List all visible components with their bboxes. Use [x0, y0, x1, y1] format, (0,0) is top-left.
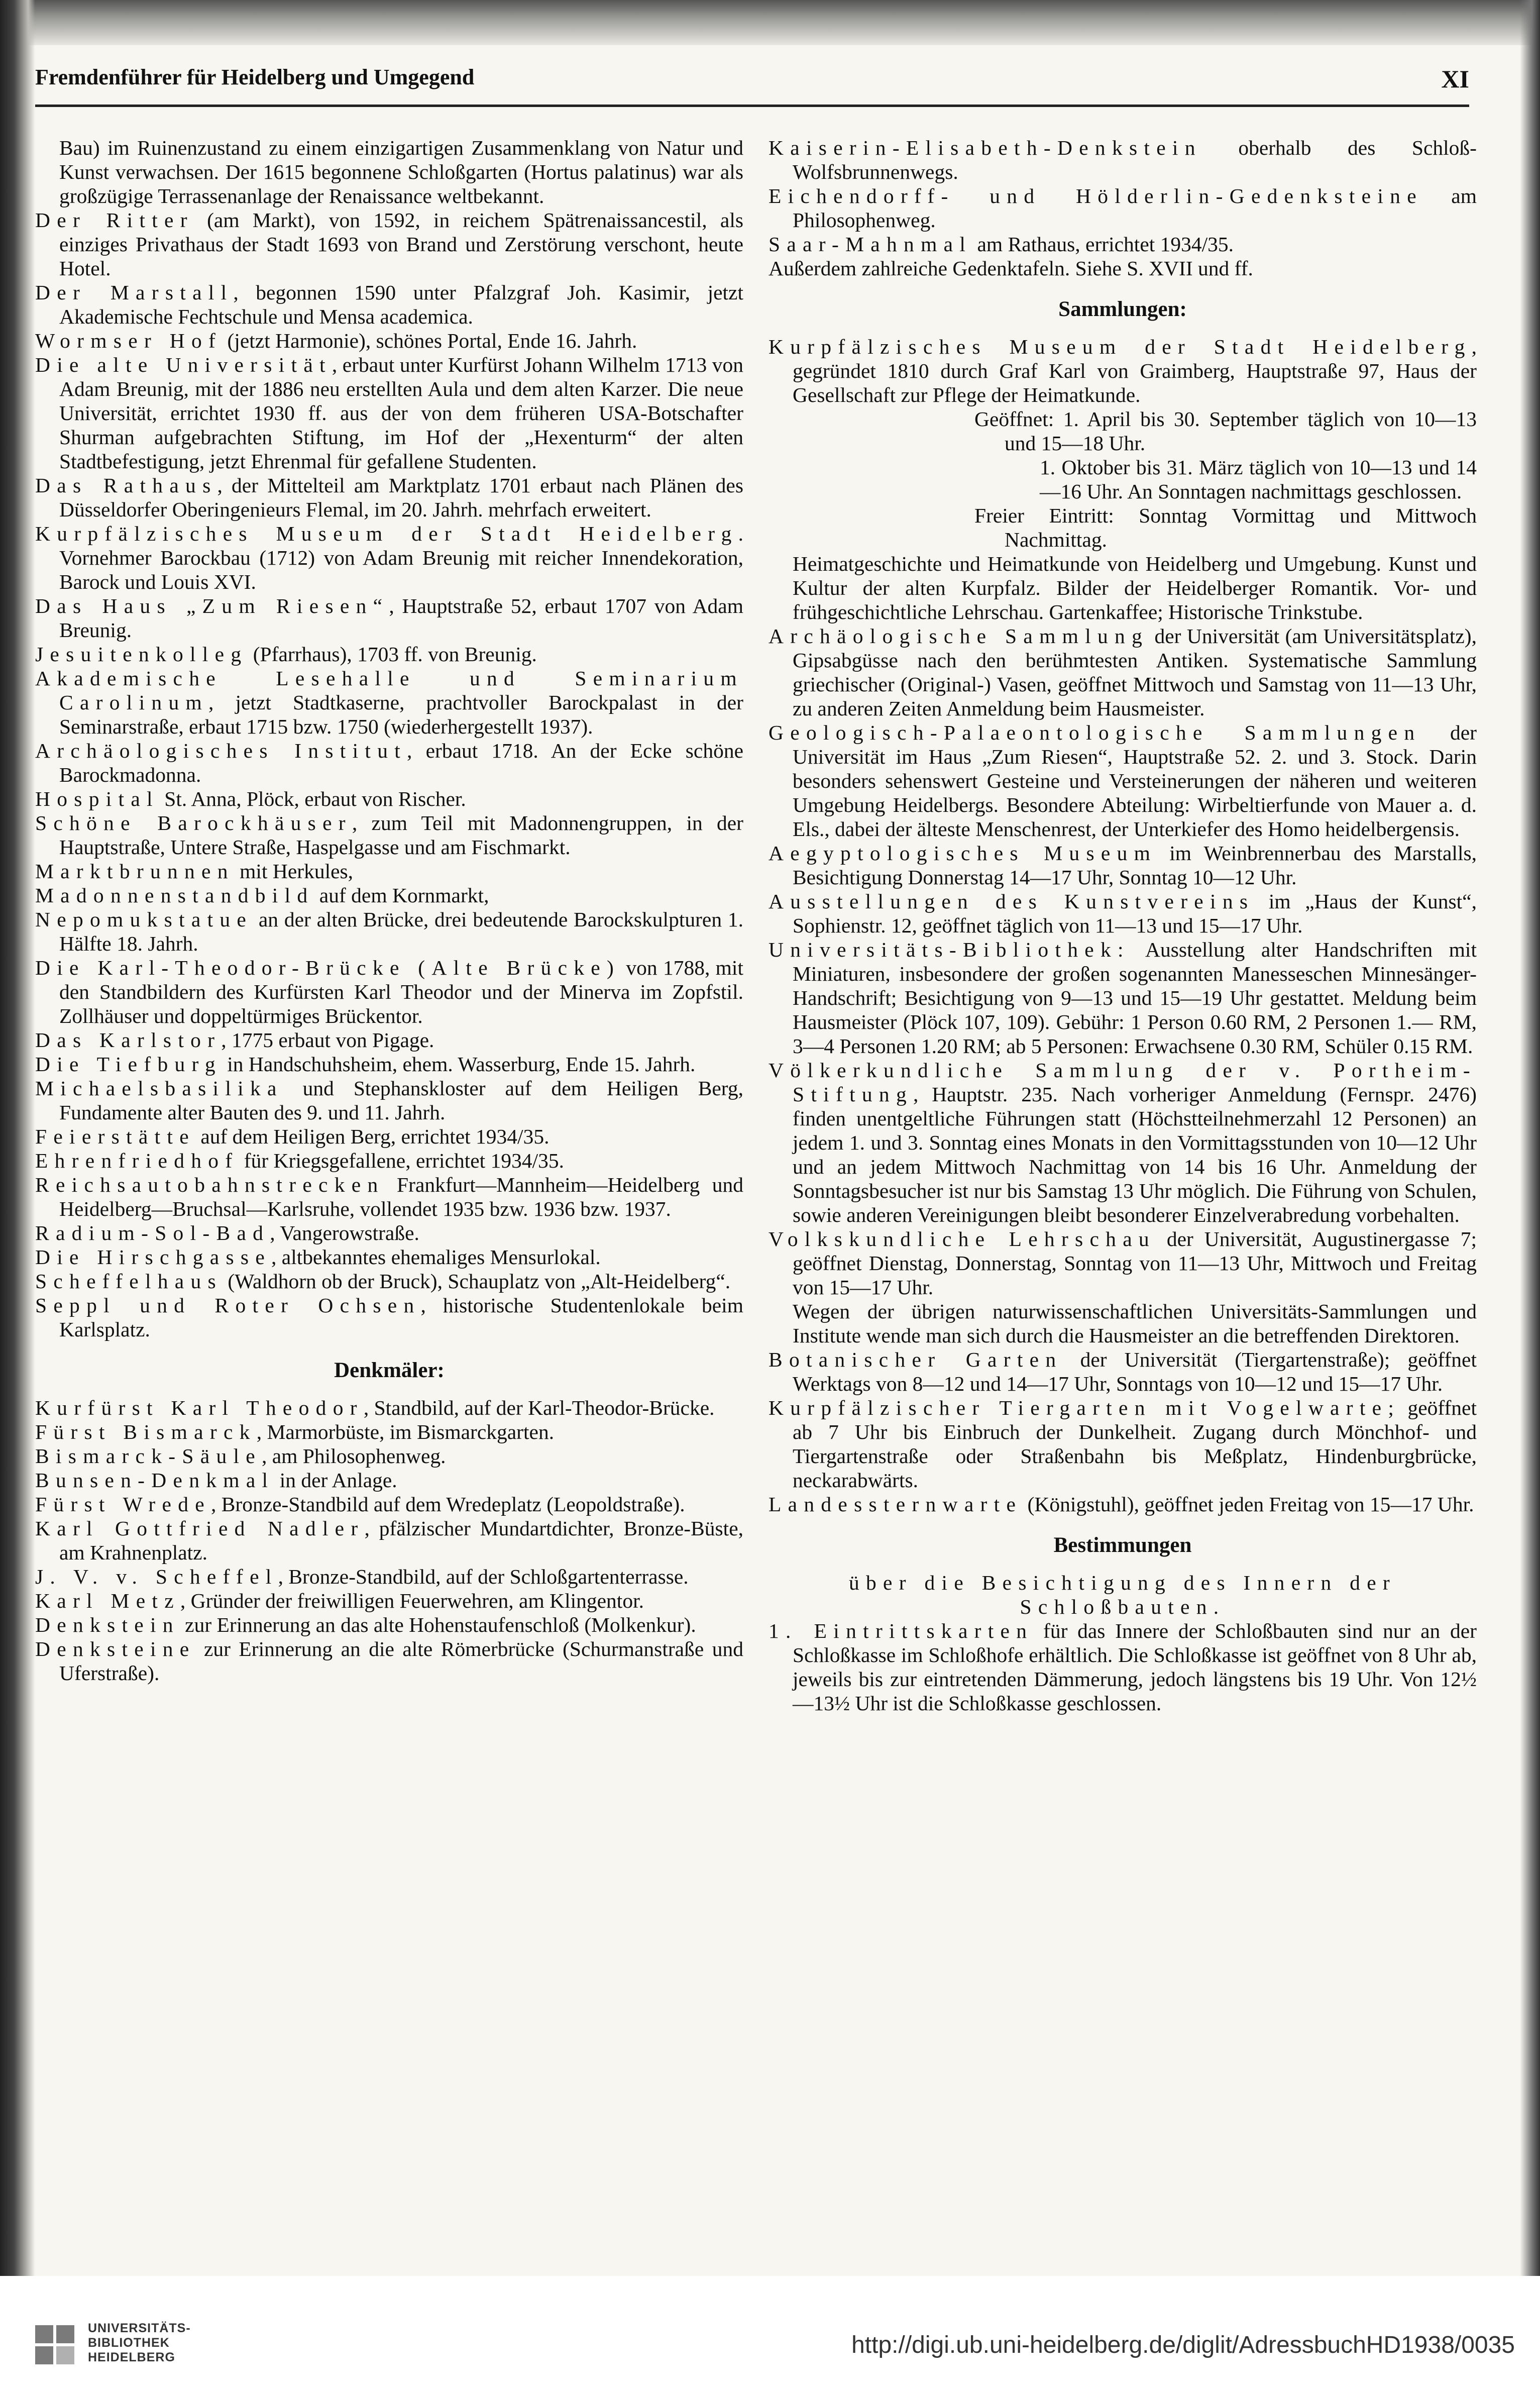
entry: [35, 1468, 743, 1492]
entry: [35, 473, 743, 522]
entry-lead: Kaiserin-Elisabeth-Denkstein: [768, 136, 1202, 159]
entry: [35, 329, 743, 353]
entry-lead: Bismarck-Säule: [35, 1444, 262, 1468]
paragraph: Heimatgeschichte und Heimatkunde von Heidelberg und Umgebung. Kunst und Kultur der alten Kurpfalz. Bilder der Heidelberger Romantik. Vor- und frühgeschichtliche Lehrschau. Gartenkaffee; Historische Trinkstube.: [793, 552, 1477, 623]
entry-lead: Aegyptologisches Museum: [768, 842, 1157, 865]
entry: [768, 720, 1477, 841]
entry: [768, 232, 1477, 256]
entry-text: , altbekanntes ehemaliges Mensurlokal.: [271, 1245, 601, 1269]
entry: [35, 1076, 743, 1124]
entry-lead: Seppl und Roter Ochsen: [35, 1294, 421, 1317]
opening-hours: Geöffnet: 1. April bis 30. September täglich von 10—13 und 15—18 Uhr.: [974, 407, 1477, 455]
entry: [35, 666, 743, 739]
entry-text: , begonnen 1590 unter Pfalzgraf Joh. Kasimir, jetzt Akademische Fechtschule und Mensa academica.: [59, 281, 744, 328]
entry-lead: Geologisch-Palaeontologische Sammlungen: [768, 721, 1421, 744]
entry-text: auf dem Kornmarkt,: [314, 884, 489, 907]
entry-lead: Reichsautobahnstrecken: [35, 1173, 385, 1196]
entry: [768, 136, 1477, 184]
entry: [35, 1492, 743, 1516]
library-name: [88, 2321, 191, 2365]
scan-edge-right: [1520, 0, 1540, 2276]
entry: [768, 938, 1477, 1058]
entry: [35, 1124, 743, 1149]
entry-text: (jetzt Harmonie), schönes Portal, Ende 16. Jahrh.: [222, 329, 637, 352]
entry-text: , 1775 erbaut von Pigage.: [221, 1028, 434, 1052]
entry-text: , Vangerowstraße.: [270, 1221, 419, 1244]
entry: [768, 1347, 1477, 1396]
entry: [35, 1565, 743, 1589]
entry-lead: Kurpfälzischer Tiergarten mit Vogelwarte;: [768, 1396, 1401, 1419]
entry-text: mit Herkules,: [234, 860, 354, 883]
entry-text: oberhalb des Schloß-Wolfsbrunnenwegs.: [793, 136, 1477, 183]
section-heading: Denkmäler:: [334, 1359, 445, 1382]
entry-lead: Der Ritter: [35, 209, 194, 232]
entry: [35, 522, 743, 594]
section-heading: Bestimmungen: [1053, 1533, 1192, 1557]
entry-text: (Pfarrhaus), 1703 ff. von Breunig.: [248, 643, 537, 666]
entry: [35, 907, 743, 956]
section-subheading: über die Besichtigung des Innern der Schloßbauten.: [848, 1571, 1397, 1618]
entry-text: , erbaut 1718. An der Ecke schöne Barockmadonna.: [59, 739, 743, 786]
entry-lead: Archäologisches Institut: [35, 739, 407, 762]
entry: [768, 841, 1477, 889]
entry-text: (am Markt), von 1592, in reichem Spätrenaissancestil, als einziges Privathaus der Stadt 1693 von Brand und Zerstörung verschont, heute Hotel.: [59, 209, 743, 280]
entry: [35, 1420, 743, 1444]
entry-text: auf dem Heiligen Berg, errichtet 1934/35.: [195, 1125, 549, 1148]
entry-text: im Weinbrennerbau des Marstalls, Besichtigung Donnerstag 14—17 Uhr, Sonntag 10—12 Uhr.: [793, 842, 1477, 889]
entry-text: , Standbild, auf der Karl-Theodor-Brücke.: [363, 1396, 715, 1419]
entry-lead: Das Rathaus: [35, 474, 217, 497]
entry-text: der Universität, Augustinergasse 7; geöffnet Dienstag, Donnerstag, Sonntag von 11—13 Uhr, Mittwoch und Freitag von 15—17 Uhr.: [793, 1227, 1477, 1299]
entry: [35, 859, 743, 883]
scan-edge-top: [0, 0, 1540, 45]
entry: [35, 594, 743, 642]
entry: [35, 883, 743, 907]
entry: [35, 1293, 743, 1341]
entry-lead: Das Karlstor: [35, 1028, 222, 1052]
entry: [768, 335, 1477, 407]
right-column: [768, 136, 1477, 1715]
scan-edge-left: [0, 0, 35, 2276]
opening-hours: Freier Eintritt: Sonntag Vormittag und Mittwoch Nachmittag.: [974, 504, 1477, 551]
entry-lead: Jesuitenkolleg: [35, 643, 248, 666]
entry: [35, 1028, 743, 1052]
paragraph: Bau) im Ruinenzustand zu einem einzigartigen Zusammenklang von Natur und Kunst verwachsen. Der 1615 begonnene Schloßgarten (Hortus palatinus) war als großzügige Terrassenanlage der Renaissance weltbekannt.: [59, 136, 743, 207]
entry: [768, 1396, 1477, 1492]
entry: [35, 208, 743, 280]
entry-lead: Radium-Sol-Bad: [35, 1221, 270, 1244]
entry-text: , erbaut unter Kurfürst Johann Wilhelm 1713 von Adam Breunig, mit der 1886 neu erstellten Aula und dem alten Karzer. Die neue Universität, errichtet 1930 ff. aus der von dem früheren USA-Botschafter Shurman aufgebrachten Stiftung, im Hof der „Hexenturm“ der alten Stadtbefestigung, jetzt Ehrenmal für gefallene Studenten.: [59, 353, 743, 473]
entry-text: für das Innere der Schloßbauten sind nur an der Schloßkasse im Schloßhofe erhältlich. Die Schloßkasse ist geöffnet von 8 Uhr ab, jeweils bis zur eintretenden Dämmerung, jedoch längstens bis 19 Uhr. Von 12½—13½ Uhr ist die Schloßkasse geschlossen.: [793, 1619, 1477, 1715]
entry: [35, 1221, 743, 1245]
entry-lead: Ausstellungen des Kunstvereins: [768, 890, 1255, 913]
entry-text: St. Anna, Plöck, erbaut von Rischer.: [159, 787, 466, 810]
entry-text: der Universität (am Universitätsplatz), Gipsabgüsse nach den berühmtesten Antiken. Systematische Sammlung griechischer (Original-) Vasen, geöffnet Mittwoch und Samstag von 11—13 Uhr, zu anderen Zeiten Anmeldung beim Hausmeister.: [793, 625, 1477, 720]
entry: [768, 1619, 1477, 1715]
entry-text: , jetzt Stadtkaserne, prachtvoller Barockpalast in der Seminarstraße, erbaut 1715 bzw. 1750 (wiederhergestellt 1937).: [59, 691, 743, 738]
entry: [35, 280, 743, 329]
entry-text: , zum Teil mit Madonnengruppen, in der Hauptstraße, Untere Straße, Haspelgasse und am Fischmarkt.: [59, 811, 743, 859]
entry: [768, 184, 1477, 232]
entry-text: , am Philosophenweg.: [262, 1444, 446, 1468]
entry-lead: Die Hirschgasse: [35, 1245, 272, 1269]
entry: [768, 889, 1477, 938]
entry-text: in Handschuhsheim, ehem. Wasserburg, Ende 15. Jahrh.: [222, 1053, 696, 1076]
paragraph: Wegen der übrigen naturwissenschaftlichen Universitäts-Sammlungen und Institute wende man sich durch die Hausmeister an die betreffenden Direktoren.: [793, 1300, 1477, 1347]
entry-lead: Botanischer Garten: [768, 1348, 1063, 1371]
entry: [35, 739, 743, 787]
entry-lead: Denksteine: [35, 1637, 196, 1660]
entry: [35, 787, 743, 811]
entry: [35, 811, 743, 859]
entry-lead: Ehrenfriedhof: [35, 1149, 239, 1172]
library-logo-icon: [35, 2325, 75, 2365]
entry-text: von 1788, mit den Standbildern des Kurfürsten Karl Theodor und der Minerva im Zopfstil. Zollhäuser und doppeltürmiges Brückentor.: [59, 956, 743, 1027]
entry: [35, 353, 743, 473]
entry-lead: J. V. v. Scheffel: [35, 1565, 278, 1588]
entry-lead: Akademische Lesehalle und Seminarium Carolinum: [35, 667, 743, 714]
entry-lead: Universitäts-Bibliothek:: [768, 938, 1130, 961]
entry-text: für Kriegsgefallene, errichtet 1934/35.: [239, 1149, 564, 1172]
entry-text: zur Erinnerung an das alte Hohenstaufenschloß (Molkenkur).: [179, 1613, 696, 1636]
running-head: [35, 64, 1469, 99]
entry: [35, 1245, 743, 1269]
entry-text: am Rathaus, errichtet 1934/35.: [972, 233, 1234, 256]
entry: [768, 624, 1477, 720]
entry-lead: 1. Eintrittskarten: [768, 1619, 1034, 1642]
left-column: [35, 136, 743, 1685]
entry-lead: Wormser Hof: [35, 329, 223, 352]
header-rule: [35, 105, 1469, 107]
entry: [35, 1444, 743, 1468]
entry-lead: Kurpfälzisches Museum der Stadt Heidelberg: [35, 522, 738, 545]
entry-text: , pfälzischer Mundartdichter, Bronze-Büste, am Krahnenplatz.: [59, 1517, 743, 1564]
running-head-title: Fremdenführer für Heidelberg und Umgegend: [35, 65, 475, 89]
entry-text: Frankfurt—Mannheim—Heidelberg und Heidelberg—Bruchsal—Karlsruhe, vollendet 1935 bzw. 1936 bzw. 1937.: [59, 1173, 743, 1220]
entry-lead: Kurpfälzisches Museum der Stadt Heidelberg: [768, 335, 1472, 358]
entry-text: . Vornehmer Barockbau (1712) von Adam Breunig mit reicher Innendekoration, Barock und Louis XVI.: [59, 522, 743, 593]
entry-text: , Marmorbüste, im Bismarckgarten.: [256, 1420, 555, 1443]
entry-lead: Volkskundliche Lehrschau: [768, 1227, 1156, 1251]
library-name-line: BIBLIOTHEK: [88, 2336, 170, 2350]
entry-text: zur Erinnerung an die alte Römerbrücke (Schurmanstraße und Uferstraße).: [59, 1637, 743, 1685]
entry-lead: Die Tiefburg: [35, 1053, 222, 1076]
entry: [35, 1149, 743, 1173]
entry: [35, 1516, 743, 1565]
entry-text: , Bronze-Standbild, auf der Schloßgartenterrasse.: [278, 1565, 689, 1588]
section-heading: Sammlungen:: [1058, 297, 1187, 321]
entry-lead: Kurfürst Karl Theodor: [35, 1396, 364, 1419]
entry: [35, 642, 743, 666]
page-number: XI: [1441, 65, 1469, 93]
source-url[interactable]: http://digi.ub.uni-heidelberg.de/diglit/AdressbuchHD1938/0035: [851, 2332, 1515, 2358]
entry: [768, 1058, 1477, 1227]
entry: [768, 1227, 1477, 1299]
entry-text: der Universität (Tiergartenstraße); geöffnet Werktags von 8—12 und 14—17 Uhr, Sonntags von 10—12 und 15—17 Uhr.: [793, 1348, 1477, 1395]
entry-text: , Hauptstr. 235. Nach vorheriger Anmeldung (Fernspr. 2476) finden unentgeltliche Führungen statt (Höchstteilnehmerzahl 12 Personen) an jedem 1. und 3. Sonntag eines Monats in den Vormittagsstunden von 10—12 Uhr und an jedem Mittwoch Nachmittag von 14 bis 16 Uhr. Anmeldung der Sonntagsbesucher ist nur bis Samstag 13 Uhr möglich. Die Führung von Schulen, sowie anderen Vereinigungen bleibt besonderer Einzelverabredung vorbehalten.: [793, 1083, 1477, 1226]
entry-text: im „Haus der Kunst“, Sophienstr. 12, geöffnet täglich von 11—13 und 15—17 Uhr.: [793, 890, 1477, 937]
entry-lead: Hospital: [35, 787, 159, 810]
entry-text: geöffnet ab 7 Uhr bis Einbruch der Dunkelheit. Zugang durch Mönchhof- und Tiergartenstraße oder Straßenbahn bis Meßplatz, Hindenburgbrücke, neckarabwärts.: [793, 1396, 1477, 1492]
entry-lead: Völkerkundliche Sammlung der v. Portheim-Stiftung: [768, 1059, 1477, 1106]
entry-lead: Die Karl-Theodor-Brücke (Alte Brücke): [35, 956, 621, 979]
entry-text: am Philosophenweg.: [793, 184, 1477, 232]
entry: [35, 1396, 743, 1420]
entry-lead: Eichendorff- und Hölderlin-Gedenksteine: [768, 184, 1423, 207]
entry-text: (Waldhorn ob der Bruck), Schauplatz von „Alt-Heidelberg“.: [222, 1270, 731, 1293]
entry-lead: Schöne Barockhäuser: [35, 811, 352, 835]
entry-lead: Archäologische Sammlung: [768, 625, 1149, 648]
entry-lead: Der Marstall: [35, 281, 234, 304]
entry-lead: Denkstein: [35, 1613, 180, 1636]
entry-lead: Die alte Universität: [35, 353, 332, 376]
entry-text: , Hauptstraße 52, erbaut 1707 von Adam Breunig.: [59, 594, 743, 642]
entry-lead: Nepomukstatue: [35, 908, 253, 931]
entry-text: , historische Studentenlokale beim Karlsplatz.: [59, 1294, 743, 1341]
entry-text: (Königstuhl), geöffnet jeden Freitag von 15—17 Uhr.: [1022, 1493, 1474, 1516]
entry-lead: Feierstätte: [35, 1125, 195, 1148]
entry-lead: Das Haus „Zum Riesen“: [35, 594, 389, 617]
library-name-line: HEIDELBERG: [88, 2350, 175, 2364]
entry-lead: Bunsen-Denkmal: [35, 1469, 275, 1492]
entry-lead: Saar-Mahnmal: [768, 233, 972, 256]
entry: [768, 256, 1477, 280]
entry-lead: Karl Gottfried Nadler: [35, 1517, 365, 1540]
entry-text: an der alten Brücke, drei bedeutende Barockskulpturen 1. Hälfte 18. Jahrh.: [59, 908, 743, 955]
entry: [35, 1269, 743, 1293]
entry-lead: Scheffelhaus: [35, 1270, 223, 1293]
entry-lead: Fürst Wrede: [35, 1493, 211, 1516]
entry-text: , Bronze-Standbild auf dem Wredeplatz (Leopoldstraße).: [210, 1493, 685, 1516]
opening-hours: 1. Oktober bis 31. März täglich von 10—13 und 14—16 Uhr. An Sonntagen nachmittags geschlossen.: [1040, 456, 1477, 503]
entry-lead: Fürst Bismarck: [35, 1420, 257, 1443]
entry-text: und Stephanskloster auf dem Heiligen Berg, Fundamente alter Bauten des 9. und 11. Jahrh.: [59, 1077, 743, 1124]
entry-lead: Marktbrunnen: [35, 860, 235, 883]
entry-text: Ausstellung alter Handschriften mit Miniaturen, insbesondere der großen sogenannten Manesseschen Minnesänger-Handschrift; Besichtigung von 9—13 und 15—19 Uhr gestattet. Meldung beim Hausmeister (Plöck 107, 109). Gebühr: 1 Person 0.60 RM, 2 Personen 1.— RM, 3—4 Personen 1.20 RM; ab 5 Personen: Erwachsene 0.30 RM, Schüler 0.15 RM.: [793, 938, 1477, 1058]
entry-text: , gegründet 1810 durch Graf Karl von Graimberg, Hauptstraße 97, Haus der Gesellschaft zur Pflege der Heimatkunde.: [793, 335, 1477, 406]
entry-lead: Karl Metz: [35, 1589, 180, 1612]
entry: [35, 1052, 743, 1076]
library-name-line: UNIVERSITÄTS-: [88, 2321, 191, 2335]
entry: [35, 1173, 743, 1221]
entry: [768, 1492, 1477, 1516]
entry: [35, 956, 743, 1028]
entry: [35, 1613, 743, 1637]
entry-lead: Michaelsbasilika: [35, 1077, 283, 1100]
entry-text: in der Anlage.: [274, 1469, 397, 1492]
entry-text: der Universität im Haus „Zum Riesen“, Hauptstraße 52. 2. und 3. Stock. Darin besonders sehenswert Gesteine und Versteinerungen der näheren und weiteren Umgebung Heidelbergs. Besondere Abteilung: Wirbeltierfunde von Mauer a. d. Els., dabei der älteste Menschenrest, der Unterkiefer des Homo heidelbergensis.: [793, 721, 1477, 841]
entry-lead: Landessternwarte: [768, 1493, 1023, 1516]
entry-text: , Gründer der freiwilligen Feuerwehren, am Klingentor.: [180, 1589, 644, 1612]
entry-lead: Madonnenstandbild: [35, 884, 314, 907]
entry: [35, 1589, 743, 1613]
entry-text: , der Mittelteil am Marktplatz 1701 erbaut nach Plänen des Düsseldorfer Oberingenieurs Flemal, im 20. Jahrh. mehrfach erweitert.: [59, 474, 743, 521]
entry: [35, 1637, 743, 1685]
entry-text: Außerdem zahlreiche Gedenktafeln. Siehe S. XVII und ff.: [768, 257, 1253, 280]
